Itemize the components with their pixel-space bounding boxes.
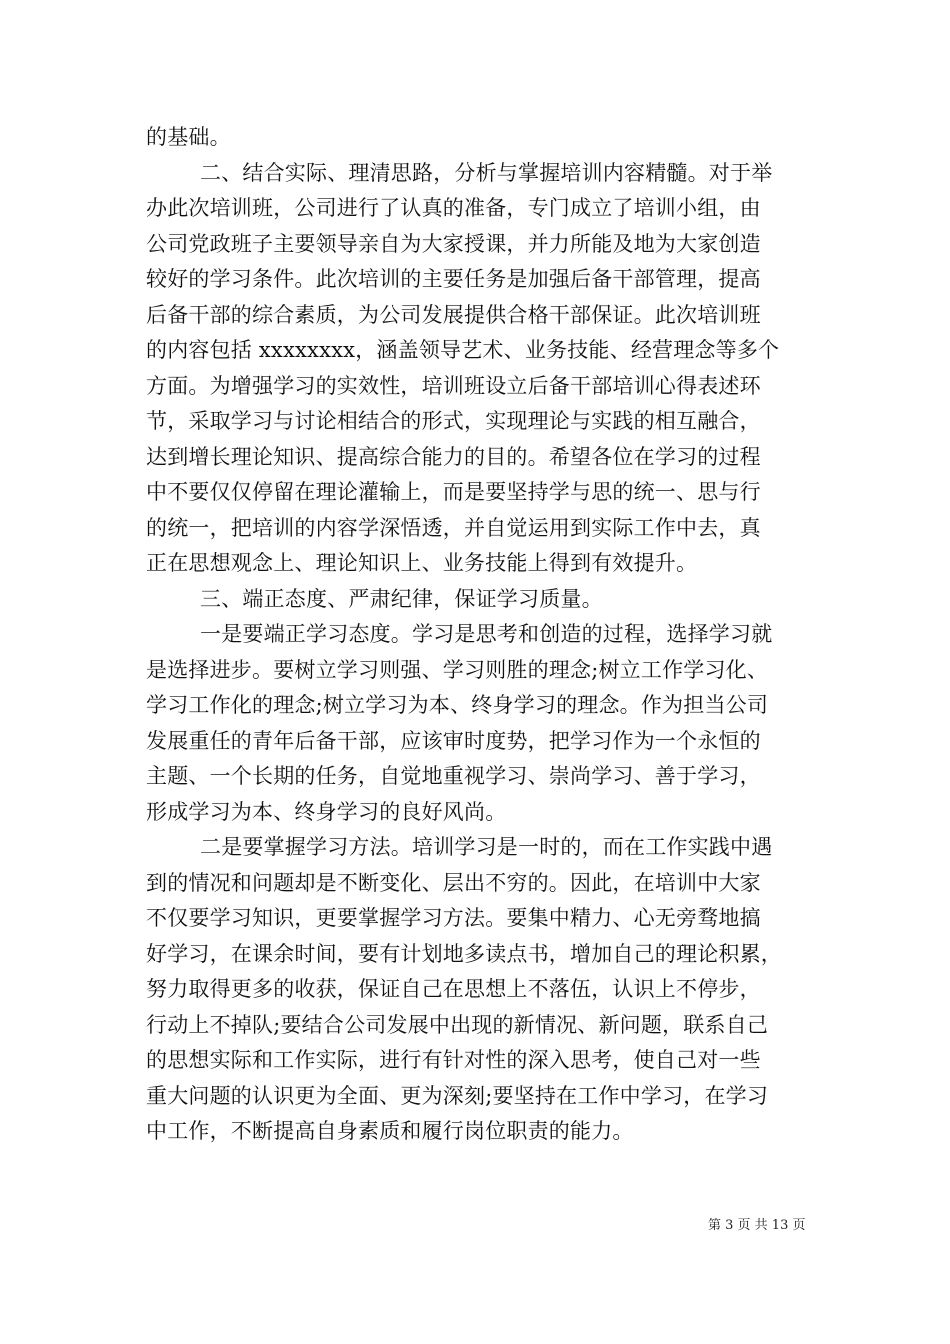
text-line: 中工作，不断提高自身素质和履行岗位职责的能力。 bbox=[146, 1119, 634, 1143]
text-line: 的基础。 bbox=[146, 125, 231, 149]
text-line: 不仅要学习知识，更要掌握学习方法。要集中精力、心无旁骛地搞 bbox=[146, 906, 761, 930]
text-line: 行动上不掉队;要结合公司发展中出现的新情况、新问题，联系自己 bbox=[146, 1012, 769, 1037]
text-line: 节，采取学习与讨论相结合的形式，实现理论与实践的相互融合， bbox=[146, 409, 761, 433]
text-line: 重大问题的认识更为全面、更为深刻;要坚持在工作中学习，在学习 bbox=[146, 1083, 769, 1108]
text-line: 方面。为增强学习的实效性，培训班设立后备干部培训心得表述环 bbox=[146, 373, 761, 398]
text-line: 形成学习为本、终身学习的良好风尚。 bbox=[146, 799, 507, 824]
text-line: 发展重任的青年后备干部，应该审时度势，把学习作为一个永恒的 bbox=[146, 728, 761, 753]
text-line: 正在思想观念上、理论知识上、业务技能上得到有效提升。 bbox=[146, 551, 698, 575]
text-line: 是选择进步。要树立学习则强、学习则胜的理念;树立工作学习化、 bbox=[146, 657, 769, 682]
document-body bbox=[146, 120, 808, 1150]
text-line: 办此次培训班，公司进行了认真的准备，专门成立了培训小组，由 bbox=[146, 196, 761, 220]
text-line: 较好的学习条件。此次培训的主要任务是加强后备干部管理，提高 bbox=[146, 267, 761, 291]
text-line: 公司党政班子主要领导亲自为大家授课，并力所能及地为大家创造 bbox=[146, 231, 761, 256]
paragraph-start-line: 一是要端正学习态度。学习是思考和创造的过程，选择学习就 bbox=[200, 622, 773, 646]
text-line: 达到增长理论知识、提高综合能力的目的。希望各位在学习的过程 bbox=[146, 444, 761, 469]
text-line: 主题、一个长期的任务，自觉地重视学习、崇尚学习、善于学习， bbox=[146, 764, 761, 788]
text-line: 后备干部的综合素质，为公司发展提供合格干部保证。此次培训班 bbox=[146, 302, 761, 327]
text-line: 到的情况和问题却是不断变化、层出不穷的。因此，在培训中大家 bbox=[146, 870, 761, 895]
text-line: 好学习，在课余时间，要有计划地多读点书，增加自己的理论积累， bbox=[146, 941, 782, 966]
text-line: 中不要仅仅停留在理论灌输上，而是要坚持学与思的统一、思与行 bbox=[146, 480, 761, 504]
text-line: 的统一，把培训的内容学深悟透，并自觉运用到实际工作中去，真 bbox=[146, 515, 761, 540]
text-line: 的内容包括 xxxxxxxx，涵盖领导艺术、业务技能、经营理念等多个 bbox=[146, 338, 780, 362]
paragraph-start-line: 三、端正态度、严肃纪律，保证学习质量。 bbox=[200, 586, 603, 611]
paragraph-start-line: 二是要掌握学习方法。培训学习是一时的，而在工作实践中遇 bbox=[200, 835, 773, 859]
paragraph-start-line: 二、结合实际、理清思路，分析与掌握培训内容精髓。对于举 bbox=[200, 160, 773, 185]
page-number: 第 3 页 共 13 页 bbox=[708, 1218, 806, 1233]
text-line: 的思想实际和工作实际，进行有针对性的深入思考，使自己对一些 bbox=[146, 1048, 761, 1072]
text-line: 努力取得更多的收获，保证自己在思想上不落伍，认识上不停步， bbox=[146, 977, 761, 1001]
text-line: 学习工作化的理念;树立学习为本、终身学习的理念。作为担当公司 bbox=[146, 693, 769, 717]
